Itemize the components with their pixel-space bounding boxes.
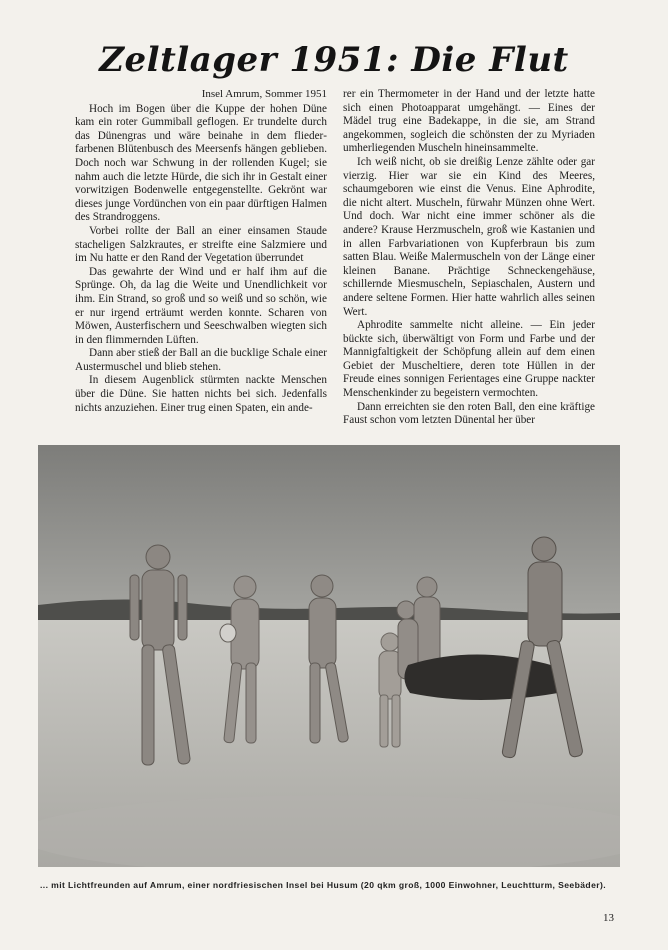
right-column bbox=[343, 88, 595, 428]
paragraph: Dann aber stieß der Ball an die bucklige Schale einer Austermuschel und blieb stehen. bbox=[75, 347, 327, 373]
paragraph: In diesem Augenblick stürmten nackte Menschen über die Düne. Sie hatten nichts bei sich. Jedenfalls nichts anzuziehen. Einer trug einen Spaten, ein ande- bbox=[75, 374, 327, 414]
beach-photo bbox=[38, 445, 620, 867]
paragraph: Vorbei rollte der Ball an einer einsamen Staude stacheligen Salzkrautes, er streifte eine Salzmiere und im Nu hatte er den Rand der Vegetation überrundet bbox=[75, 224, 327, 265]
paragraph: Dann erreichten sie den roten Ball, den eine kräftige Faust schon vom letzten Dünental her über bbox=[343, 400, 595, 427]
paragraph: Aphrodite sammelte nicht alleine. — Ein jeder bückte sich, überwältigt von Form und Farbe und der Mannigfaltigkeit der Schöpfung allein auf dem einen Gebiet der Muscheltiere, deren tote Hüllen in der Freude eines sonnigen Ferientages eine Gruppe nackter Menschenkinder zu begeistern vermochten. bbox=[343, 319, 595, 400]
photo-caption: ... mit Lichtfreunden auf Amrum, einer nordfriesischen Insel bei Husum (20 qkm groß, 1000 Einwohner, Leuchtturm, Seebäder). bbox=[40, 880, 607, 890]
photo-illustration bbox=[38, 445, 620, 867]
paragraph: Das gewahrte der Wind und er half ihm auf die Sprünge. Oh, da lag die Weite und Unendlichkeit vor ihm. Ein Strand, so groß und so weiß und so schön, wie er nur irgend erträumt werden konnte. Scharen von Möwen, Austerfischern und Seeschwalben wiegten sich in den flimmernden Lüften. bbox=[75, 265, 327, 346]
paragraph: rer ein Thermometer in der Hand und der letzte hatte sich einen Photoapparat umgehängt. — Eines der Mädel trug eine Badekappe, in die sie, am Strand angekommen, sogleich die schönsten der zu Myriaden umherliegenden Muscheln hineinsammelte. bbox=[343, 88, 595, 155]
left-column bbox=[75, 88, 327, 415]
article-title: Zeltlager 1951: Die Flut bbox=[99, 40, 569, 80]
page-number: 13 bbox=[603, 912, 614, 924]
paragraph: Hoch im Bogen über die Kuppe der hohen Düne kam ein roter Gummiball geflogen. Er trundelte durch das Dünengras und wäre beinahe in dem fliederfarbenen Blütenbusch des Meersenfs hängen geblieben. Doch noch war Schwung in der rollenden Kugel; sie nahm auch die letzte Hürde, die sich ihr in Gestalt einer vorwitzigen Bodenwelle entgegenstellte. Gekrönt war dieses junge Vordünchen von ein paar dürftigen Halmen des Strandroggens. bbox=[75, 102, 327, 224]
dateline: Insel Amrum, Sommer 1951 bbox=[201, 88, 327, 100]
paragraph: Ich weiß nicht, ob sie dreißig Lenze zählte oder gar vierzig. Hier war sie ein Kind des Meeres, schaumgeboren wie einst die Venus. Eine Aphrodite, die nicht altert. Muscheln, fürwahr Münzen ohne Wert. Und doch. War nicht eine immer schöner als die andere? Krause Herzmuscheln, groß wie Kastanien und in allen Farbvariationen von Kupferbraun bis zum satten Blau. Weiße Malermuscheln von der Länge einer kleinen Banane. Prächtige Schneckengehäuse, schillernde Miesmuscheln, Sepiaschalen, Austern und andere seltene Formen. Hier hatte wahrlich alles seinen Wert. bbox=[343, 155, 595, 318]
